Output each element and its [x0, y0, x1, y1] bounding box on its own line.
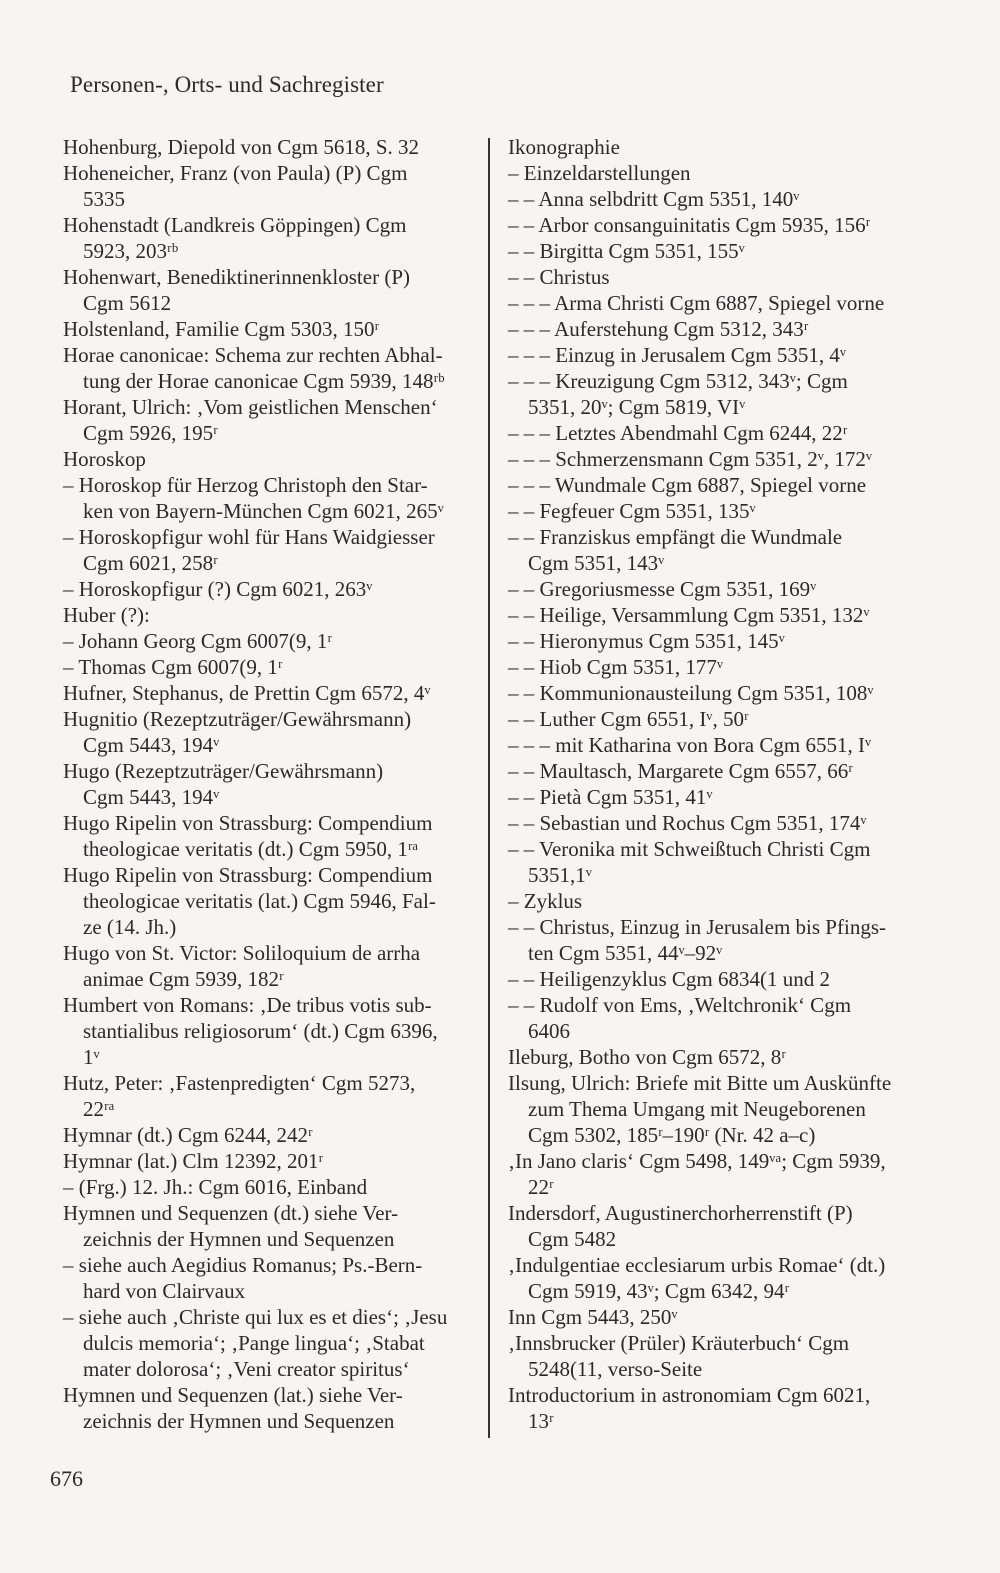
entry-line: – – Fegfeuer Cgm 5351, 135ᵛ — [508, 499, 756, 523]
entry-line: theologicae veritatis (lat.) Cgm 5946, Fal- — [83, 889, 436, 913]
entry-line: animae Cgm 5939, 182ʳ — [83, 967, 284, 991]
index-entry — [508, 1044, 938, 1070]
entry-line: – – – Auferstehung Cgm 5312, 343ʳ — [508, 317, 809, 341]
index-entry — [63, 472, 480, 524]
two-column-index — [50, 134, 940, 1444]
index-entry — [508, 1148, 938, 1200]
index-entry — [63, 680, 480, 706]
entry-line: – – Birgitta Cgm 5351, 155ᵛ — [508, 239, 745, 263]
entry-line: Hutz, Peter: ‚Fastenpredigten‘ Cgm 5273, — [63, 1071, 416, 1095]
entry-line: – – – Arma Christi Cgm 6887, Spiegel vorne — [508, 291, 885, 315]
index-entry — [508, 368, 938, 420]
entry-line: Humbert von Romans: ‚De tribus votis sub- — [63, 993, 432, 1017]
entry-line: – – Maultasch, Margarete Cgm 6557, 66ʳ — [508, 759, 853, 783]
entry-line: zum Thema Umgang mit Neugeborenen — [528, 1097, 866, 1121]
index-entry — [63, 134, 480, 160]
entry-line: – – Veronika mit Schweißtuch Christi Cgm — [508, 837, 871, 861]
index-entry — [63, 1200, 480, 1252]
entry-line: Horant, Ulrich: ‚Vom geistlichen Menschen‘ — [63, 395, 438, 419]
index-entry — [508, 238, 938, 264]
entry-line: Hymnen und Sequenzen (dt.) siehe Ver- — [63, 1201, 399, 1225]
index-entry — [508, 836, 938, 888]
index-entry — [508, 498, 938, 524]
entry-line: dulcis memoria‘; ‚Pange lingua‘; ‚Stabat — [83, 1331, 425, 1355]
running-header: Personen-, Orts- und Sachregister — [70, 72, 384, 97]
index-entry — [63, 446, 480, 472]
entry-line: 5351,1ᵛ — [528, 863, 592, 887]
entry-line: Introductorium in astronomiam Cgm 6021, — [508, 1383, 871, 1407]
entry-line: Ilsung, Ulrich: Briefe mit Bitte um Auskünfte — [508, 1071, 892, 1095]
index-entry — [508, 992, 938, 1044]
entry-line: zeichnis der Hymnen und Sequenzen — [83, 1409, 395, 1433]
entry-line: 5923, 203ʳᵇ — [83, 239, 179, 263]
entry-line: ‚Innsbrucker (Prüler) Kräuterbuch‘ Cgm — [508, 1331, 850, 1355]
index-entry — [63, 992, 480, 1070]
entry-line: – Zyklus — [508, 889, 583, 913]
index-entry — [63, 628, 480, 654]
entry-line: 6406 — [528, 1019, 570, 1043]
entry-line: 1ᵛ — [83, 1045, 100, 1069]
entry-line: – – – Letztes Abendmahl Cgm 6244, 22ʳ — [508, 421, 848, 445]
index-entry — [508, 290, 938, 316]
entry-line: ‚In Jano claris‘ Cgm 5498, 149ᵛᵃ; Cgm 5939, — [508, 1149, 886, 1173]
entry-line: ‚Indulgentiae ecclesiarum urbis Romae‘ (dt.) — [508, 1253, 886, 1277]
entry-line: Hugo (Rezeptzuträger/Gewährsmann) — [63, 759, 384, 783]
index-entry — [508, 706, 938, 732]
entry-line: 22ʳ — [528, 1175, 554, 1199]
index-entry — [508, 316, 938, 342]
entry-line: ze (14. Jh.) — [83, 915, 177, 939]
entry-line: – – Heiligenzyklus Cgm 6834(1 und 2 — [508, 967, 830, 991]
entry-line: – Einzeldarstellungen — [508, 161, 691, 185]
index-entry — [508, 654, 938, 680]
entry-line: Cgm 5443, 194ᵛ — [83, 733, 220, 757]
index-entry — [508, 1304, 938, 1330]
entry-line: Cgm 5482 — [528, 1227, 617, 1251]
entry-line: – – Luther Cgm 6551, Iᵛ, 50ʳ — [508, 707, 749, 731]
entry-line: Ileburg, Botho von Cgm 6572, 8ʳ — [508, 1045, 786, 1069]
entry-line: Horae canonicae: Schema zur rechten Abhal- — [63, 343, 443, 367]
index-entry — [63, 576, 480, 602]
entry-line: Cgm 5302, 185ʳ–190ʳ (Nr. 42 a–c) — [528, 1123, 816, 1147]
entry-line: – – Christus — [508, 265, 610, 289]
entry-line: Hugo Ripelin von Strassburg: Compendium — [63, 863, 433, 887]
entry-line: – – Pietà Cgm 5351, 41ᵛ — [508, 785, 713, 809]
index-entry — [63, 212, 480, 264]
index-entry — [63, 160, 480, 212]
entry-line: – – Rudolf von Ems, ‚Weltchronik‘ Cgm — [508, 993, 852, 1017]
entry-line: Indersdorf, Augustinerchorherrenstift (P) — [508, 1201, 853, 1225]
entry-line: Hohenburg, Diepold von Cgm 5618, S. 32 — [63, 135, 420, 159]
entry-line: Hoheneicher, Franz (von Paula) (P) Cgm — [63, 161, 408, 185]
entry-line: 5248(11, verso-Seite — [528, 1357, 703, 1381]
index-entry — [508, 1330, 938, 1382]
index-entry — [508, 1070, 938, 1148]
entry-line: – – Franziskus empfängt die Wundmale — [508, 525, 843, 549]
entry-line: Hymnen und Sequenzen (lat.) siehe Ver- — [63, 1383, 403, 1407]
index-entry — [508, 472, 938, 498]
entry-line: – Horoskopfigur (?) Cgm 6021, 263ᵛ — [63, 577, 373, 601]
entry-line: – – Heilige, Versammlung Cgm 5351, 132ᵛ — [508, 603, 870, 627]
index-entry — [508, 446, 938, 472]
index-entry — [508, 186, 938, 212]
index-entry — [508, 264, 938, 290]
entry-line: – – Gregoriusmesse Cgm 5351, 169ᵛ — [508, 577, 817, 601]
entry-line: Holstenland, Familie Cgm 5303, 150ʳ — [63, 317, 380, 341]
index-entry — [508, 758, 938, 784]
entry-line: – – Hiob Cgm 5351, 177ᵛ — [508, 655, 724, 679]
entry-line: Cgm 6021, 258ʳ — [83, 551, 218, 575]
index-entry — [63, 342, 480, 394]
entry-line: 22ʳᵃ — [83, 1097, 115, 1121]
entry-line: Inn Cgm 5443, 250ᵛ — [508, 1305, 678, 1329]
entry-line: Horoskop — [63, 447, 146, 471]
entry-line: – – Hieronymus Cgm 5351, 145ᵛ — [508, 629, 785, 653]
entry-line: Cgm 5926, 195ʳ — [83, 421, 218, 445]
entry-line: 5335 — [83, 187, 125, 211]
entry-line: zeichnis der Hymnen und Sequenzen — [83, 1227, 395, 1251]
entry-line: – – Arbor consanguinitatis Cgm 5935, 156ʳ — [508, 213, 871, 237]
entry-line: Ikonographie — [508, 135, 620, 159]
entry-line: – – – Einzug in Jerusalem Cgm 5351, 4ᵛ — [508, 343, 847, 367]
entry-line: – – Kommunionausteilung Cgm 5351, 108ᵛ — [508, 681, 874, 705]
index-entry — [508, 784, 938, 810]
index-entry — [508, 134, 938, 160]
entry-line: – – – Schmerzensmann Cgm 5351, 2ᵛ, 172ᵛ — [508, 447, 873, 471]
entry-line: Hohenwart, Benediktinerinnenkloster (P) — [63, 265, 410, 289]
index-entry — [508, 888, 938, 914]
entry-line: – Johann Georg Cgm 6007(9, 1ʳ — [63, 629, 332, 653]
entry-line: stantialibus religiosorum‘ (dt.) Cgm 6396, — [83, 1019, 438, 1043]
left-column — [63, 134, 480, 1434]
page-number: 676 — [50, 1466, 83, 1491]
index-entry — [508, 1252, 938, 1304]
entry-line: Cgm 5919, 43ᵛ; Cgm 6342, 94ʳ — [528, 1279, 790, 1303]
right-column — [508, 134, 938, 1434]
index-entry — [63, 706, 480, 758]
entry-line: 5351, 20ᵛ; Cgm 5819, VIᵛ — [528, 395, 746, 419]
entry-line: – siehe auch Aegidius Romanus; Ps.-Bern- — [63, 1253, 423, 1277]
entry-line: – Thomas Cgm 6007(9, 1ʳ — [63, 655, 283, 679]
index-entry — [63, 654, 480, 680]
entry-line: Cgm 5443, 194ᵛ — [83, 785, 220, 809]
index-entry — [63, 1304, 480, 1382]
entry-line: tung der Horae canonicae Cgm 5939, 148ʳᵇ — [83, 369, 445, 393]
entry-line: Hufner, Stephanus, de Prettin Cgm 6572, 4ᵛ — [63, 681, 431, 705]
index-entry — [63, 1070, 480, 1122]
entry-line: Huber (?): — [63, 603, 150, 627]
index-entry — [508, 160, 938, 186]
entry-line: theologicae veritatis (dt.) Cgm 5950, 1ʳᵃ — [83, 837, 419, 861]
index-entry — [63, 940, 480, 992]
index-entry — [63, 524, 480, 576]
entry-line: Hugo von St. Victor: Soliloquium de arrha — [63, 941, 421, 965]
index-entry — [508, 914, 938, 966]
index-entry — [63, 264, 480, 316]
entry-line: ten Cgm 5351, 44ᵛ–92ᵛ — [528, 941, 723, 965]
entry-line: – – Anna selbdritt Cgm 5351, 140ᵛ — [508, 187, 800, 211]
index-entry — [63, 602, 480, 628]
index-entry — [508, 680, 938, 706]
entry-line: 13ʳ — [528, 1409, 554, 1433]
entry-line: Hymnar (lat.) Clm 12392, 201ʳ — [63, 1149, 324, 1173]
entry-line: Hymnar (dt.) Cgm 6244, 242ʳ — [63, 1123, 313, 1147]
index-entry — [508, 966, 938, 992]
index-entry — [63, 810, 480, 862]
entry-line: – – – Wundmale Cgm 6887, Spiegel vorne — [508, 473, 867, 497]
index-entry — [508, 420, 938, 446]
entry-line: – Horoskop für Herzog Christoph den Star- — [63, 473, 428, 497]
entry-line: hard von Clairvaux — [83, 1279, 246, 1303]
entry-line: ken von Bayern-München Cgm 6021, 265ᵛ — [83, 499, 444, 523]
entry-line: – – – mit Katharina von Bora Cgm 6551, Iᵛ — [508, 733, 872, 757]
index-entry — [63, 758, 480, 810]
index-entry — [508, 524, 938, 576]
index-entry — [63, 1382, 480, 1434]
index-entry — [63, 394, 480, 446]
index-entry — [508, 732, 938, 758]
index-entry — [508, 602, 938, 628]
index-entry — [63, 1174, 480, 1200]
entry-line: – siehe auch ‚Christe qui lux es et dies‘; ‚Jesu — [63, 1305, 448, 1329]
index-entry — [63, 1148, 480, 1174]
index-entry — [508, 1382, 938, 1434]
entry-line: Cgm 5612 — [83, 291, 172, 315]
entry-line: mater dolorosa‘; ‚Veni creator spiritus‘ — [83, 1357, 410, 1381]
column-divider — [488, 138, 490, 1438]
entry-line: Hugnitio (Rezeptzuträger/Gewährsmann) — [63, 707, 412, 731]
index-entry — [508, 628, 938, 654]
index-entry — [63, 1122, 480, 1148]
entry-line: – (Frg.) 12. Jh.: Cgm 6016, Einband — [63, 1175, 368, 1199]
entry-line: Hugo Ripelin von Strassburg: Compendium — [63, 811, 433, 835]
entry-line: Cgm 5351, 143ᵛ — [528, 551, 665, 575]
entry-line: – Horoskopfigur wohl für Hans Waidgiesser — [63, 525, 435, 549]
index-entry — [508, 810, 938, 836]
index-entry — [508, 1200, 938, 1252]
index-entry — [63, 316, 480, 342]
index-entry — [508, 212, 938, 238]
index-entry — [63, 1252, 480, 1304]
entry-line: – – Sebastian und Rochus Cgm 5351, 174ᵛ — [508, 811, 867, 835]
entry-line: – – – Kreuzigung Cgm 5312, 343ᵛ; Cgm — [508, 369, 848, 393]
index-entry — [508, 342, 938, 368]
index-entry — [63, 862, 480, 940]
entry-line: Hohenstadt (Landkreis Göppingen) Cgm — [63, 213, 407, 237]
index-entry — [508, 576, 938, 602]
entry-line: – – Christus, Einzug in Jerusalem bis Pfings- — [508, 915, 886, 939]
